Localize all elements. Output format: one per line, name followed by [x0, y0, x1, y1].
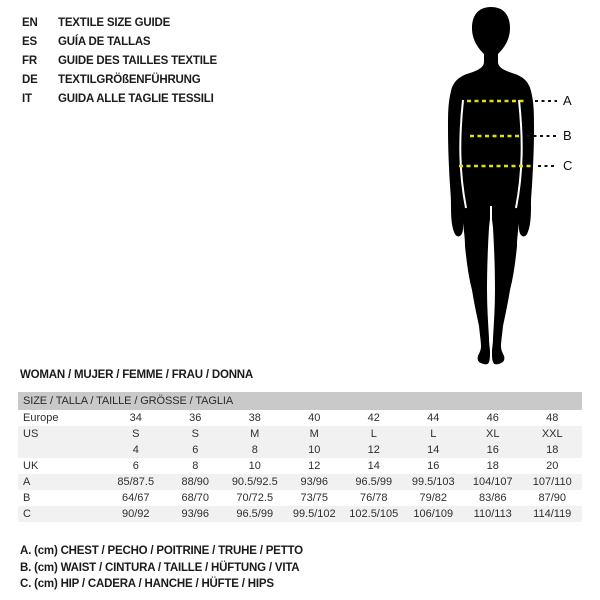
table-cell: 93/96	[181, 508, 210, 520]
table-cell: 18	[486, 460, 499, 472]
table-cell: 68/70	[181, 492, 210, 504]
table-cell: 16	[427, 460, 440, 472]
table-cell: 90/92	[121, 508, 150, 520]
table-cell: 20	[546, 460, 559, 472]
language-label: GUÍA DE TALLAS	[58, 35, 151, 48]
language-code: ES	[22, 35, 37, 48]
size-table-body	[18, 410, 582, 522]
table-row	[18, 458, 582, 474]
table-row	[18, 474, 582, 490]
table-cell: 40	[308, 412, 321, 424]
table-cell: 34	[129, 412, 142, 424]
table-cell: 14	[427, 444, 440, 456]
language-label: TEXTILE SIZE GUIDE	[58, 16, 171, 29]
table-cell: 85/87.5	[117, 476, 155, 488]
size-table-header: SIZE / TALLA / TAILLE / GRÖSSE / TAGLIA	[18, 392, 582, 410]
table-cell: 8	[251, 444, 258, 456]
row-label: C	[23, 508, 31, 520]
table-row	[18, 506, 582, 522]
table-cell: M	[309, 428, 319, 440]
table-cell: 83/86	[478, 492, 507, 504]
language-code: DE	[22, 73, 38, 86]
table-cell: 44	[427, 412, 440, 424]
table-cell: 96.5/99	[236, 508, 274, 520]
row-label: B	[23, 492, 31, 504]
table-cell: 36	[189, 412, 202, 424]
note-line: C. (cm) HIP / CADERA / HANCHE / HÜFTE / HIPS	[20, 578, 274, 591]
table-cell: 106/109	[413, 508, 454, 520]
table-cell: 42	[367, 412, 380, 424]
table-cell: 10	[248, 460, 261, 472]
table-cell: 8	[192, 460, 199, 472]
language-label: TEXTILGRÖßENFÜHRUNG	[58, 73, 201, 86]
language-code: FR	[22, 54, 37, 67]
table-cell: S	[191, 428, 199, 440]
table-cell: 87/90	[538, 492, 567, 504]
table-cell: 102.5/105	[349, 508, 399, 520]
table-cell: M	[250, 428, 260, 440]
table-cell: 96.5/99	[355, 476, 393, 488]
table-cell: 93/96	[300, 476, 329, 488]
table-cell: XXL	[541, 428, 563, 440]
table-cell: 48	[546, 412, 559, 424]
table-cell: 70/72.5	[236, 492, 274, 504]
table-cell: 12	[367, 444, 380, 456]
table-cell: 46	[486, 412, 499, 424]
note-line: B. (cm) WAIST / CINTURA / TAILLE / HÜFTUNG / VITA	[20, 561, 300, 574]
table-cell: 114/119	[533, 508, 572, 520]
hip-label: C	[563, 158, 573, 173]
table-cell: 14	[367, 460, 380, 472]
table-row	[18, 426, 582, 442]
table-cell: 6	[132, 460, 139, 472]
table-cell: L	[370, 428, 377, 440]
audience-heading: WOMAN / MUJER / FEMME / FRAU / DONNA	[20, 369, 254, 381]
chest-label: A	[563, 93, 572, 108]
table-cell: 110/113	[473, 508, 512, 520]
row-label: Europe	[23, 412, 59, 424]
table-cell: 79/82	[419, 492, 448, 504]
table-cell: 73/75	[300, 492, 329, 504]
table-row	[18, 490, 582, 506]
table-row	[18, 442, 582, 458]
table-cell: XL	[486, 428, 500, 440]
table-cell: L	[430, 428, 437, 440]
table-cell: 64/67	[121, 492, 150, 504]
table-cell: 6	[192, 444, 199, 456]
table-cell: 18	[546, 444, 559, 456]
table-cell: 104/107	[472, 476, 513, 488]
table-cell: 16	[486, 444, 499, 456]
table-cell: 76/78	[359, 492, 388, 504]
table-cell: 38	[248, 412, 261, 424]
table-cell: S	[132, 428, 140, 440]
waist-label: B	[563, 128, 572, 143]
row-label: UK	[23, 460, 39, 472]
table-row	[18, 410, 582, 426]
size-table	[18, 392, 582, 522]
row-label: A	[23, 476, 31, 488]
table-cell: 107/110	[532, 476, 572, 488]
table-cell: 12	[308, 460, 321, 472]
table-cell: 88/90	[181, 476, 210, 488]
language-code: EN	[22, 16, 38, 29]
language-code: IT	[22, 92, 32, 105]
table-cell: 4	[132, 444, 139, 456]
measurement-notes	[20, 543, 303, 593]
table-cell: 90.5/92.5	[231, 476, 278, 488]
row-label: US	[23, 428, 39, 440]
language-label: GUIDE DES TAILLES TEXTILE	[58, 54, 217, 67]
language-label: GUIDA ALLE TAGLIE TESSILI	[58, 92, 214, 105]
table-cell: 10	[308, 444, 321, 456]
table-cell: 99.5/102	[292, 508, 336, 520]
table-cell: 99.5/103	[411, 476, 455, 488]
note-line: A. (cm) CHEST / PECHO / POITRINE / TRUHE / PETTO	[20, 545, 303, 558]
